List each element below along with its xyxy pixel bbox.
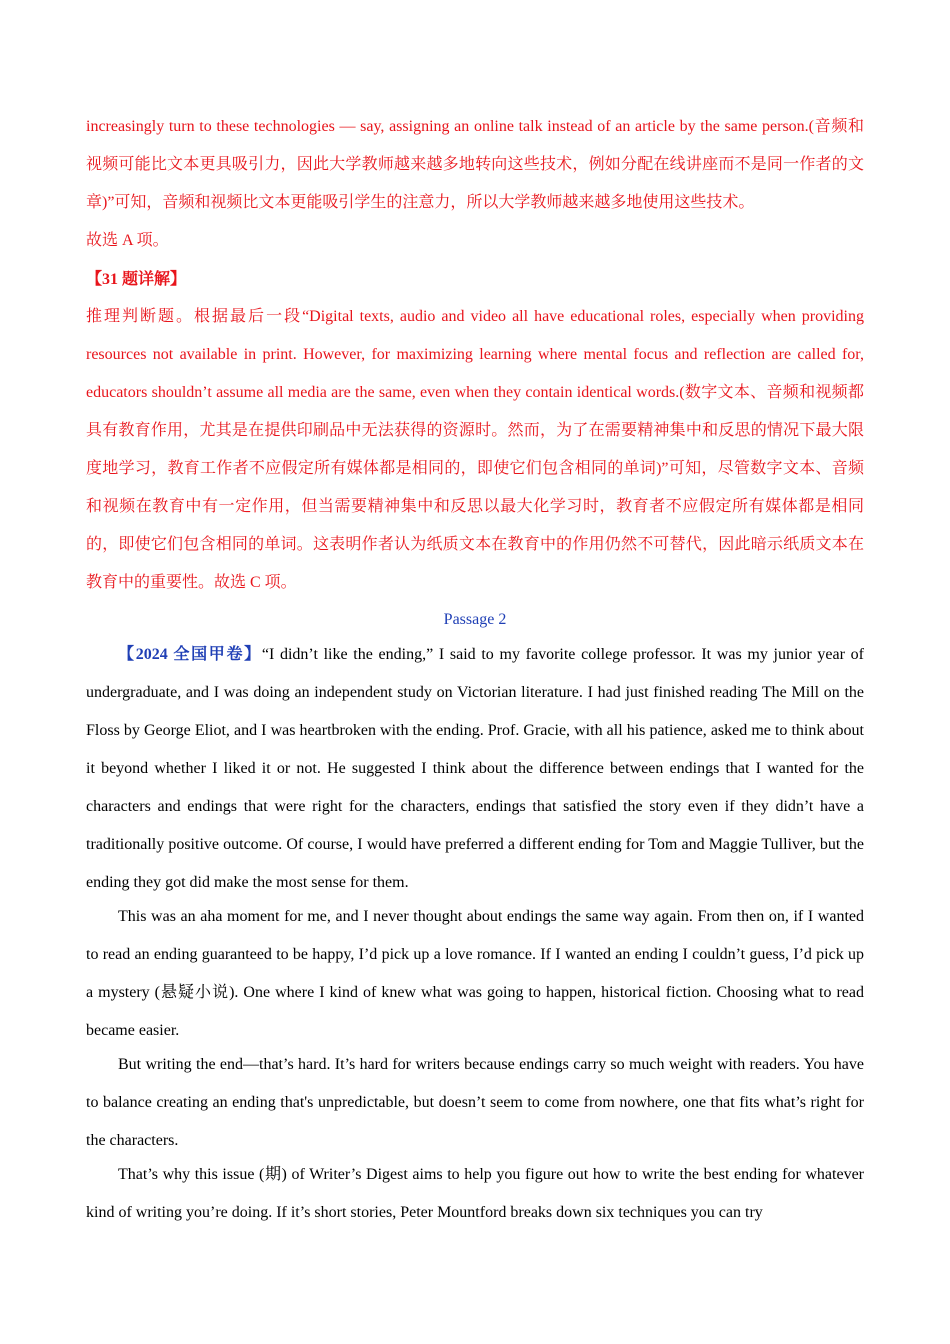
passage-paragraph-4: That’s why this issue (期) of Writer’s Digest aims to help you figure out how to write the best ending for whatever kind of writing you’re doing. If it’s short stories, Peter Mountford breaks down six techniques you can try	[86, 1166, 864, 1221]
page-content	[86, 108, 864, 1232]
answer-30-explanation-tail: increasingly turn to these technologies — say, assigning an online talk instead of an article by the same person.(音频和视频可能比文本更具吸引力，因此大学教师越来越多地转向这些技术，例如分配在线讲座而不是同一作者的文章)”可知，音频和视频比文本更能吸引学生的注意力，所以大学教师越来越多地使用这些技术。	[86, 118, 864, 211]
answer-31-heading: 【31 题详解】	[86, 271, 187, 288]
passage-paragraph-3: But writing the end—that’s hard. It’s hard for writers because endings carry so much weight with readers. You have to balance creating an ending that's unpredictable, but doesn’t seem to come from nowhere, one that fits what’s right for the characters.	[86, 1056, 864, 1149]
answer-30-choice: 故选 A 项。	[86, 232, 169, 249]
source-tag: 【2024 全国甲卷】	[118, 646, 262, 663]
answer-31-explanation: 推理判断题。根据最后一段“Digital texts, audio and video all have educational roles, especially when providing resources not available in print. However, for maximizing learning where mental focus and reflection are called for, educators shouldn’t assume all media are the same, even when they contain identical words.(数字文本、音频和视频都具有教育作用，尤其是在提供印刷品中无法获得的资源时。然而，为了在需要精神集中和反思的情况下最大限度地学习，教育工作者不应假定所有媒体都是相同的，即使它们包含相同的单词)”可知，尽管数字文本、音频和视频在教育中有一定作用，但当需要精神集中和反思以最大化学习时，教育者不应假定所有媒体都是相同的，即使它们包含相同的单词。这表明作者认为纸质文本在教育中的作用仍然不可替代，因此暗示纸质文本在教育中的重要性。故选 C 项。	[86, 308, 864, 591]
passage-paragraph-1	[86, 636, 864, 902]
passage-paragraph-2: This was an aha moment for me, and I never thought about endings the same way again. From then on, if I wanted to read an ending guaranteed to be happy, I’d pick up a love romance. If I wanted an ending I couldn’t guess, I’d pick up a mystery (悬疑小说). One where I kind of knew what was going to happen, historical fiction. Choosing what to read became easier.	[86, 908, 864, 1039]
passage-title: Passage 2	[443, 611, 507, 628]
paragraph-1-text: “I didn’t like the ending,” I said to my favorite college professor. It was my junior year of undergraduate, and I was doing an independent study on Victorian literature. I had just finished reading The Mill on the Floss by George Eliot, and I was heartbroken with the ending. Prof. Gracie, with all his patience, asked me to think about it beyond whether I liked it or not. He suggested I think about the difference between endings that I wanted for the characters and endings that were right for the characters, endings that satisfied the story even if they didn’t have a traditionally positive outcome. Of course, I would have preferred a different ending for Tom and Maggie Tulliver, but the ending they got did make the most sense for them.	[86, 646, 864, 891]
